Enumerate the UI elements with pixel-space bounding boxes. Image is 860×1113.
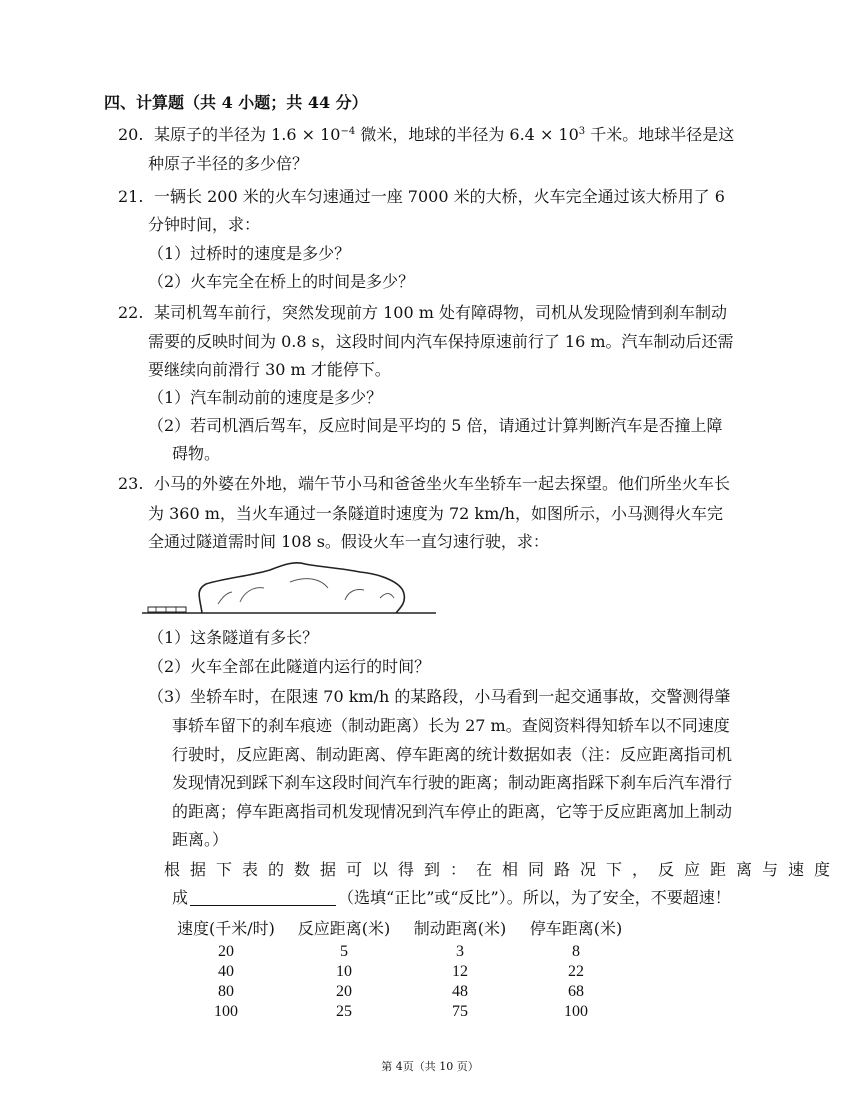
table-header-braking: 制动距离(米) xyxy=(413,919,507,938)
q22-line3: 要继续向前滑行 30 m 才能停下。 xyxy=(148,360,391,379)
table-header-reaction: 反应距离(米) xyxy=(297,919,391,938)
q23-sub3-line5: 的距离；停车距离指司机发现情况到汽车停止的距离，它等于反应距离加上制动 xyxy=(172,802,733,821)
q23-sub3-line2: 事轿车留下的刹车痕迹（制动距离）长为 27 m。查阅资料得知轿车以不同速度 xyxy=(172,716,730,735)
q23-sub1: （1）这条隧道有多长？ xyxy=(148,628,319,647)
q22-sub1: （1）汽车制动前的速度是多少？ xyxy=(148,388,383,407)
table-cell: 20 xyxy=(336,983,352,1000)
page-footer: 第 4页（共 10 页） xyxy=(381,1060,479,1073)
table-header-speed: 速度(千米/时) xyxy=(177,919,275,938)
q23-line1: 小马的外婆在外地，端午节小马和爸爸坐火车坐轿车一起去探望。他们所坐火车长 xyxy=(154,474,731,493)
q21-sub1: （1）过桥时的速度是多少？ xyxy=(148,244,351,263)
q23-sub2: （2）火车全部在此隧道内运行的时间？ xyxy=(148,657,431,676)
q21-line1: 一辆长 200 米的火车匀速通过一座 7000 米的大桥，火车完全通过该大桥用了 6 xyxy=(154,187,725,206)
q21-line2: 分钟时间，求： xyxy=(148,215,261,234)
table-cell: 48 xyxy=(452,983,468,1000)
table-header-stopping: 停车距离(米) xyxy=(529,919,623,938)
answer-blank[interactable] xyxy=(190,889,336,906)
section-title: 四、计算题（共 4 小题；共 44 分） xyxy=(104,93,368,112)
q22-sub2-line2: 碍物。 xyxy=(172,444,221,463)
q22-sub2-line1: （2）若司机酒后驾车，反应时间是平均的 5 倍，请通过计算判断汽车是否撞上障 xyxy=(148,416,723,435)
q23-fill-line1: 根据下表的数据可以得到：在相同路况下，反应距离与速度 xyxy=(164,860,841,879)
q20-line1: 某原子的半径为 $1.6 \times 10^{-4}$ 微米，地球的半径为 $6.4 \times 10^3$ 千米。地球半径是这 xyxy=(154,125,735,144)
tunnel-figure xyxy=(140,558,440,618)
table-cell: 75 xyxy=(452,1003,468,1020)
q22-line2: 需要的反映时间为 0.8 s，这段时间内汽车保持原速前行了 16 m。汽车制动后还需 xyxy=(148,332,734,351)
table-cell: 40 xyxy=(218,963,234,980)
q23-number: 23. xyxy=(118,474,144,493)
q20-line2: 种原子半径的多少倍？ xyxy=(148,154,309,173)
q21-sub2: （2）火车完全在桥上的时间是多少？ xyxy=(148,272,415,291)
table-cell: 12 xyxy=(452,963,468,980)
table-cell: 20 xyxy=(218,943,234,960)
q22-number: 22. xyxy=(118,303,144,322)
table-cell: 8 xyxy=(572,943,580,960)
table-cell: 10 xyxy=(336,963,352,980)
q21-number: 21. xyxy=(118,187,144,206)
table-cell: 22 xyxy=(568,963,584,980)
q23-fill-line2: 成 （选填“正比”或“反比”）。所以，为了安全，不要超速！ xyxy=(172,888,731,907)
table-cell: 5 xyxy=(340,943,348,960)
table-cell: 25 xyxy=(336,1003,352,1020)
table-cell: 100 xyxy=(214,1003,238,1020)
q22-line1: 某司机驾车前行，突然发现前方 100 m 处有障碍物，司机从发现险情到刹车制动 xyxy=(154,303,727,322)
table-cell: 80 xyxy=(218,983,234,1000)
q23-sub3-line4: 发现情况到踩下刹车这段时间汽车行驶的距离；制动距离指踩下刹车后汽车滑行 xyxy=(172,773,733,792)
q23-line2: 为 360 m，当火车通过一条隧道时速度为 72 km/h，如图所示，小马测得火车完 xyxy=(148,504,723,523)
q23-sub3-line3: 行驶时，反应距离、制动距离、停车距离的统计数据如表（注：反应距离指司机 xyxy=(172,745,733,764)
table-cell: 3 xyxy=(456,943,464,960)
q23-line3: 全通过隧道需时间 108 s。假设火车一直匀速行驶，求： xyxy=(148,532,549,551)
table-cell: 68 xyxy=(568,983,584,1000)
q23-sub3-line6: 距离。） xyxy=(172,830,229,849)
q20-number: 20. xyxy=(118,125,144,144)
q23-sub3-line1: （3）坐轿车时，在限速 70 km/h 的某路段，小马看到一起交通事故，交警测得肇 xyxy=(148,687,731,706)
table-cell: 100 xyxy=(564,1003,588,1020)
